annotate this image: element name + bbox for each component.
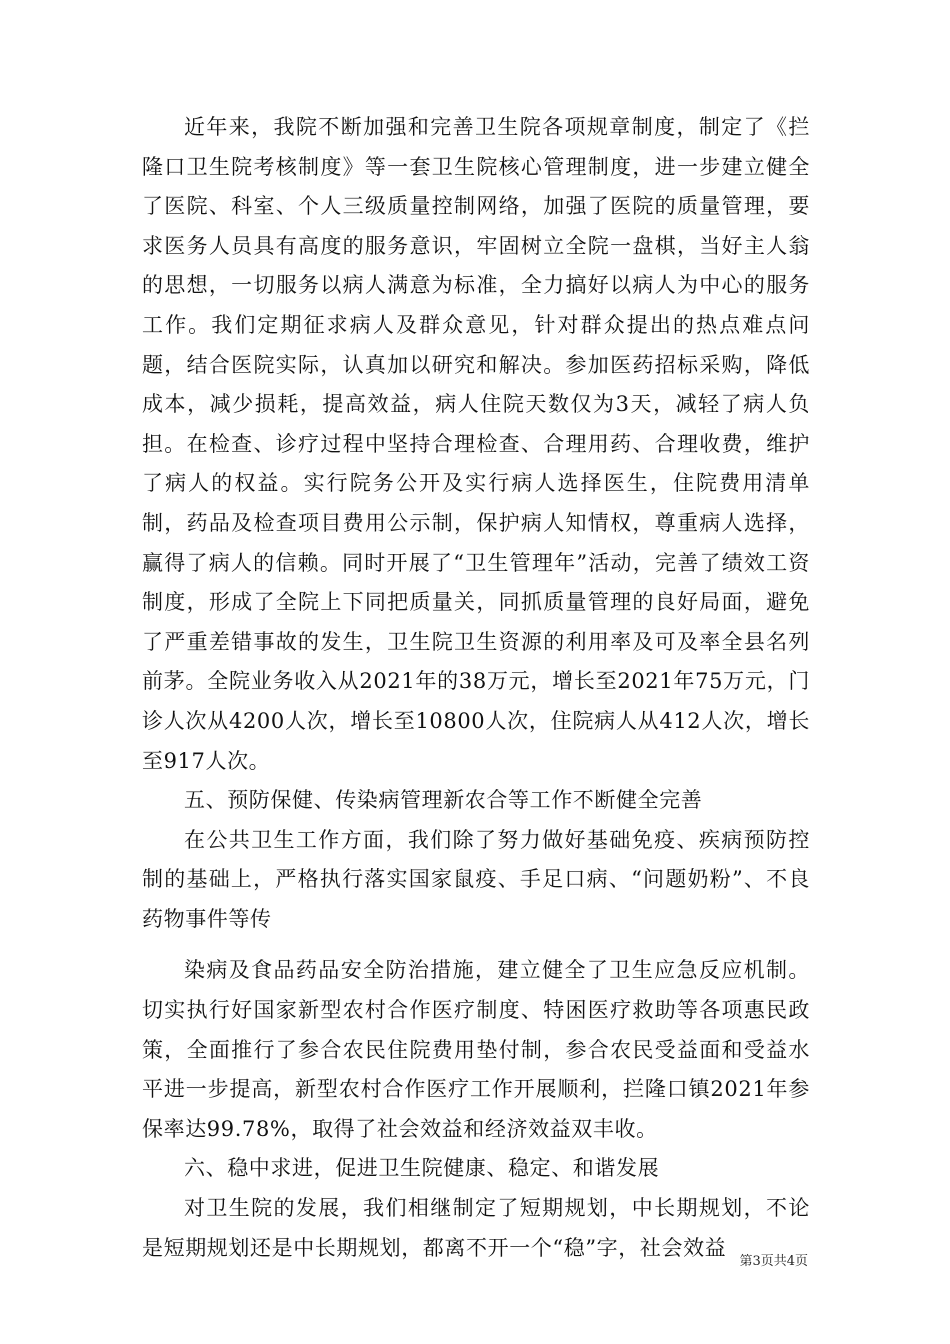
paragraph-management: 近年来，我院不断加强和完善卫生院各项规章制度，制定了《拦隆口卫生院考核制度》等一套卫生院核心管理制度，进一步建立健全了医院、科室、个人三级质量控制网络，加强了医院的质量管理，要求医务人员具有高度的服务意识，牢固树立全院一盘棋，当好主人翁的思想，一切服务以病人满意为标准，全力搞好以病人为中心的服务工作。我们定期征求病人及群众意见，针对群众提出的热点难点问题，结合医院实际，认真加以研究和解决。参加医药招标采购，降低成本，减少损耗，提高效益，病人住院天数仅为3天，减轻了病人负担。在检查、诊疗过程中坚持合理检查、合理用药、合理收费，维护了病人的权益。实行院务公开及实行病人选择医生，住院费用清单制，药品及检查项目费用公示制，保护病人知情权，尊重病人选择，赢得了病人的信赖。同时开展了“卫生管理年”活动，完善了绩效工资制度，形成了全院上下同把质量关，同抓质量管理的良好局面，避免了严重差错事故的发生，卫生院卫生资源的利用率及可及率全县名列前茅。全院业务收入从2021年的38万元，增长至2021年75万元，门诊人次从4200人次，增长至10800人次，住院病人从412人次，增长至917人次。 xyxy=(142,115,810,773)
paragraph-infectious-disease: 染病及食品药品安全防治措施，建立健全了卫生应急反应机制。切实执行好国家新型农村合作医疗制度、特困医疗救助等各项惠民政策，全面推行了参合农民住院费用垫付制，参合农民受益面和受益水平进一步提高，新型农村合作医疗工作开展顺利，拦隆口镇2021年参保率达99.78%，取得了社会效益和经济效益双丰收。 xyxy=(142,958,810,1141)
paragraph-development: 对卫生院的发展，我们相继制定了短期规划，中长期规划，不论是短期规划还是中长期规划，都离不开一个“稳”字，社会效益 xyxy=(142,1196,810,1260)
paragraph-public-health: 在公共卫生工作方面，我们除了努力做好基础免疫、疾病预防控制的基础上，严格执行落实国家鼠疫、手足口病、“问题奶粉”、不良药物事件等传 xyxy=(142,827,810,931)
page-number: 第3页共4页 xyxy=(739,1254,808,1269)
section-heading-six: 六、稳中求进，促进卫生院健康、稳定、和谐发展 xyxy=(184,1156,660,1181)
section-heading-five: 五、预防保健、传染病管理新农合等工作不断健全完善 xyxy=(184,788,703,813)
document-body xyxy=(142,108,810,1268)
